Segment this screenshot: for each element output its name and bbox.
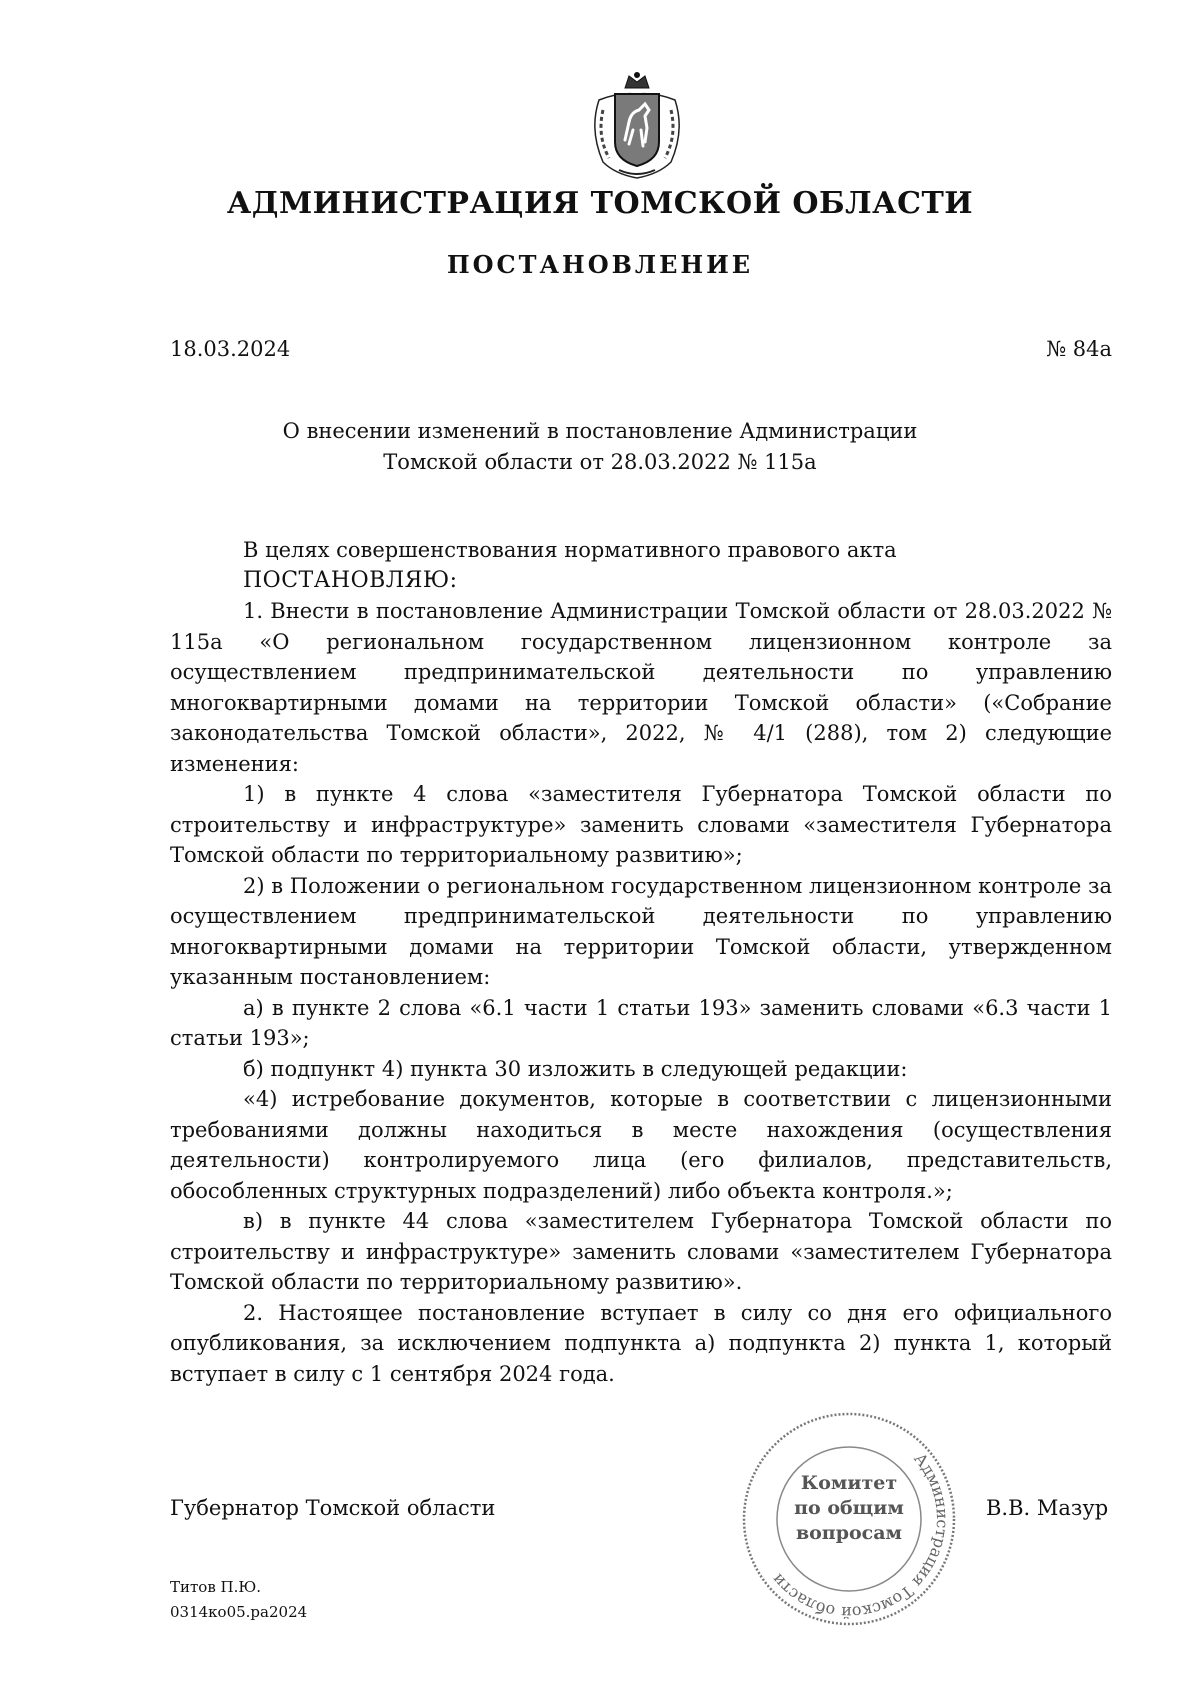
document-footer [170, 1575, 307, 1625]
document-code: 0314ко05.ра2024 [170, 1603, 308, 1621]
paragraph-1-2: 2) в Положении о региональном государственном лицензионном контроле за осуществлением предпринимательской деятельности по управлению многоквартирными домами на территории Томской области, утвержденном указанным постановлением: [170, 873, 1112, 989]
coat-of-arms-emblem [585, 70, 689, 182]
subject-line-2: Томской области от 28.03.2022 № 115а [383, 450, 817, 474]
signatory-name: В.В. Мазур [986, 1496, 1109, 1520]
decree-heading: ПОСТАНОВЛЯЮ: [243, 567, 458, 593]
executor-name: Титов П.Ю. [170, 1578, 262, 1596]
paragraph-1-1: 1) в пункте 4 слова «заместителя Губернатора Томской области по строительству и инфраструктуре» заменить словами «заместителя Губернатора Томской области по территориальному развитию»; [170, 782, 1112, 867]
document-body [170, 535, 1112, 1389]
paragraph-1-2-c: в) в пункте 44 слова «заместителем Губернатора Томской области по строительству и инфраструктуре» заменить словами «заместителем Губернатора Томской области по территориальному развитию». [170, 1209, 1112, 1294]
paragraph-1: 1. Внести в постановление Администрации Томской области от 28.03.2022 № 115а «О региональном государственном лицензионном контроле за осуществлением предпринимательской деятельности по управлению многоквартирными домами на территории Томской области» («Собрание законодательства Томской области», 2022, № 4/1 (288), том 2) следующие изменения: [170, 599, 1112, 776]
document-type: ПОСТАНОВЛЕНИЕ [446, 250, 754, 279]
stamp-line-3: вопросам [795, 1522, 903, 1544]
document-number: № 84а [1046, 337, 1112, 361]
document-date: 18.03.2024 [170, 337, 291, 361]
stamp-ring-text: Администрация Томской области [767, 1449, 953, 1623]
paragraph-1-2-a: а) в пункте 2 слова «6.1 части 1 статьи 193» заменить словами «6.3 части 1 статьи 193»; [170, 995, 1112, 1050]
signatory-title: Губернатор Томской области [170, 1496, 496, 1520]
paragraph-2: 2. Настоящее постановление вступает в силу со дня его официального опубликования, за исключением подпункта а) подпункта 2) пункта 1, который вступает в силу с 1 сентября 2024 года. [170, 1300, 1112, 1386]
paragraph-1-2-b-text: «4) истребование документов, которые в соответствии с лицензионными требованиями должны находиться в месте нахождения (осуществления деятельности) контролируемого лица (его филиалов, представительств, обособленных структурных подразделений) либо объекта контроля.»; [170, 1087, 1112, 1203]
paragraph-1-2-b: б) подпункт 4) пункта 30 изложить в следующей редакции: [243, 1056, 908, 1081]
stamp-line-1: Комитет [800, 1472, 898, 1494]
document-subject [150, 416, 1050, 478]
organization-title: АДМИНИСТРАЦИЯ ТОМСКОЙ ОБЛАСТИ [226, 186, 974, 221]
intro-paragraph: В целях совершенствования нормативного правового акта [243, 538, 897, 562]
stamp-line-2: по общим [794, 1497, 904, 1519]
subject-line-1: О внесении изменений в постановление Администрации [282, 419, 918, 443]
stamp-center-text [784, 1471, 914, 1546]
